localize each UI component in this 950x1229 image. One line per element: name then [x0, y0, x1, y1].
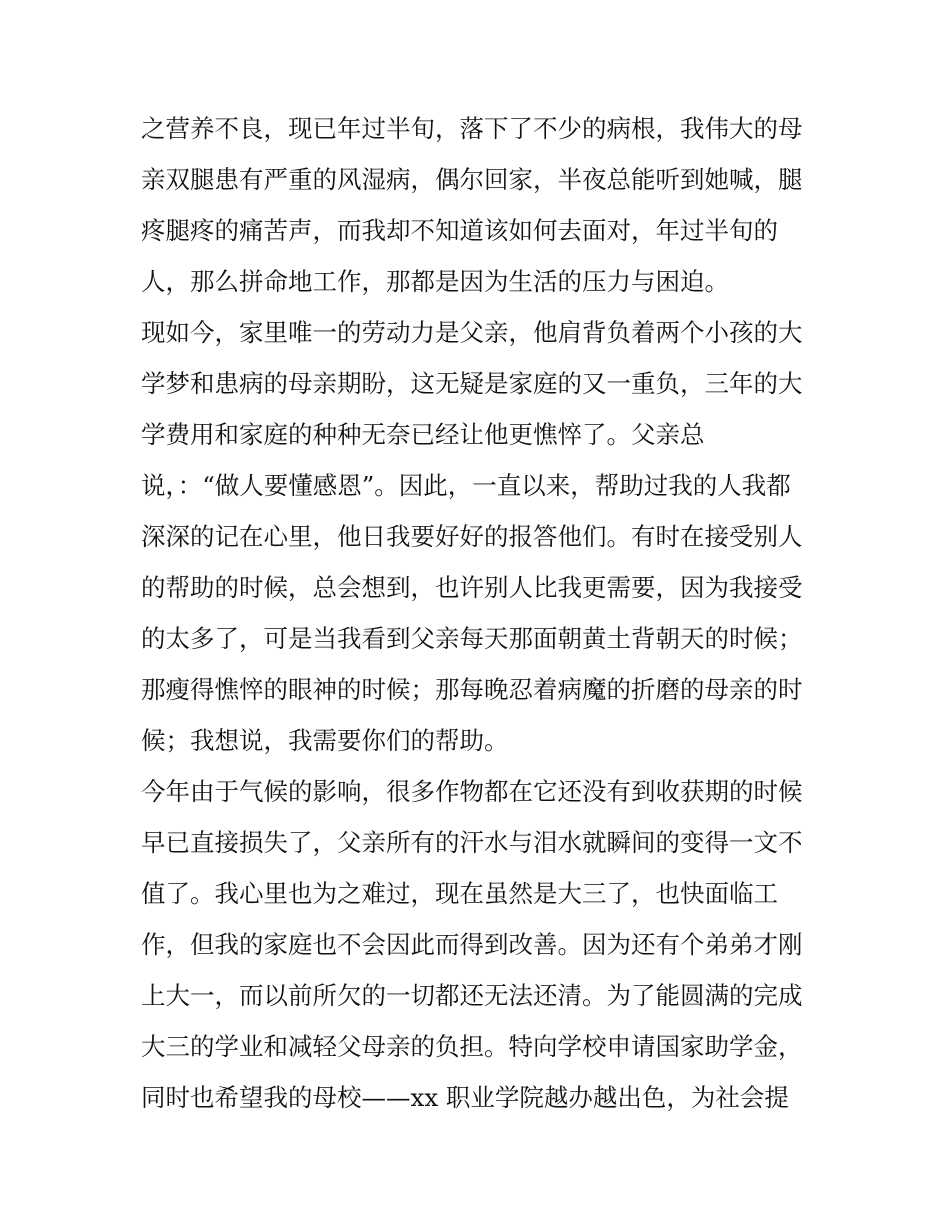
text-line: 的帮助的时候，总会想到，也许别人比我更需要，因为我接受 [141, 573, 803, 602]
text-line: 人，那么拼命地工作，那都是因为生活的压力与困迫。 [141, 267, 729, 296]
text-line: 亲双腿患有严重的风湿病，偶尔回家，半夜总能听到她喊，腿 [141, 165, 803, 194]
text-line: 说，：“做人要懂感恩”。因此，一直以来，帮助过我的人我都 [141, 471, 791, 500]
text-line: 的太多了，可是当我看到父亲每天那面朝黄土背朝天的时候； [141, 624, 803, 653]
text-line: 同时也希望我的母校——xx 职业学院越办越出色，为社会提 [141, 1083, 789, 1112]
text-line: 大三的学业和减轻父母亲的负担。特向学校申请国家助学金， [141, 1032, 803, 1061]
text-line: 之营养不良，现已年过半旬，落下了不少的病根，我伟大的母 [141, 114, 803, 143]
text-line: 上大一，而以前所欠的一切都还无法还清。为了能圆满的完成 [141, 981, 803, 1010]
text-line: 今年由于气候的影响，很多作物都在它还没有到收获期的时候 [141, 777, 803, 806]
text-line: 深深的记在心里，他日我要好好的报答他们。有时在接受别人 [141, 522, 803, 551]
text-line: 学费用和家庭的种种无奈已经让他更憔悴了。父亲总 [141, 420, 705, 449]
text-line: 现如今，家里唯一的劳动力是父亲，他肩背负着两个小孩的大 [141, 318, 803, 347]
text-line: 早已直接损失了，父亲所有的汗水与泪水就瞬间的变得一文不 [141, 828, 803, 857]
text-line: 作，但我的家庭也不会因此而得到改善。因为还有个弟弟才刚 [141, 930, 803, 959]
text-line: 学梦和患病的母亲期盼，这无疑是家庭的又一重负，三年的大 [141, 369, 803, 398]
text-line: 候；我想说，我需要你们的帮助。 [141, 726, 509, 755]
text-line: 值了。我心里也为之难过，现在虽然是大三了，也快面临工 [141, 879, 778, 908]
text-line: 疼腿疼的痛苦声，而我却不知道该如何去面对，年过半旬的 [141, 216, 778, 245]
text-line: 那瘦得憔悴的眼神的时候；那每晚忍着病魔的折磨的母亲的时 [141, 675, 803, 704]
body-text [141, 103, 821, 1123]
